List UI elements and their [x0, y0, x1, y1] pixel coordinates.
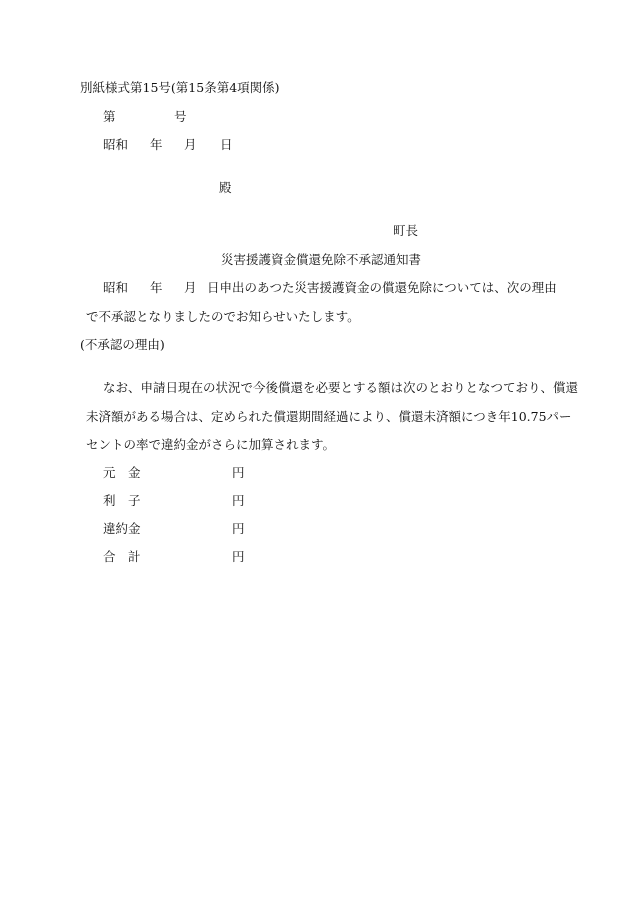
number-prefix: 第 [103, 109, 116, 124]
reason-heading: (不承認の理由) [80, 337, 165, 352]
form-title: 別紙様式第15号(第15条第4項関係) [80, 80, 280, 95]
amount-unit-penalty: 円 [232, 521, 245, 536]
addressee: 殿 [219, 180, 232, 195]
body1-month: 月 [184, 280, 197, 295]
amount-unit-interest: 円 [232, 493, 245, 508]
document-title: 災害援護資金償還免除不承認通知書 [221, 252, 422, 267]
body1-era: 昭和 [103, 280, 129, 295]
number-suffix: 号 [174, 109, 187, 124]
amount-label-principal: 元 金 [103, 465, 141, 480]
body2-line3: セントの率で違約金がさらに加算されます。 [86, 437, 336, 452]
date-year: 年 [150, 137, 163, 152]
body2-line2: 未済額がある場合は、定められた償還期間経過により、償還未済額につき年10.75パー [86, 409, 572, 424]
date-era: 昭和 [103, 137, 129, 152]
issuer: 町長 [393, 223, 419, 238]
body1-text-line2: で不承認となりましたのでお知らせいたします。 [86, 309, 360, 324]
amount-label-total: 合 計 [103, 549, 141, 564]
amount-unit-total: 円 [232, 549, 245, 564]
amount-label-interest: 利 子 [103, 493, 141, 508]
date-day: 日 [220, 137, 233, 152]
body1-year: 年 [150, 280, 163, 295]
amount-label-penalty: 違約金 [103, 521, 141, 536]
amount-unit-principal: 円 [232, 465, 245, 480]
body2-line1: なお、申請日現在の状況で今後償還を必要とする額は次のとおりとなつており、償還 [103, 380, 579, 395]
date-month: 月 [184, 137, 197, 152]
body1-text: 日申出のあつた災害援護資金の償還免除については、次の理由 [207, 280, 557, 295]
